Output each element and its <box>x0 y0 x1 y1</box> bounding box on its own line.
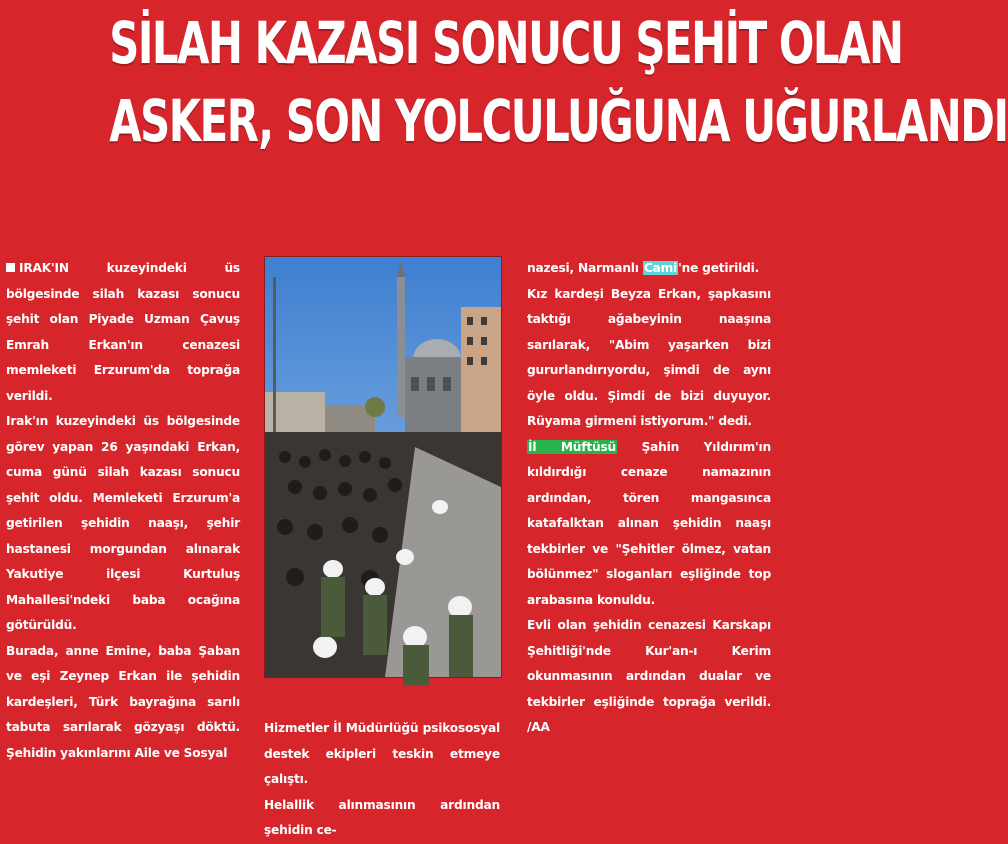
body-paragraph: İl Müftüsü Şahin Yıldırım'ın kıldırdığı cenaze namazının ardından, tören mangasınca katafalktan alınan şehidin naaşı tekbirler ve "Şehitler ölmez, vatan bölünmez" sloganları eşliğinde top arabasına konuldu. <box>527 439 771 607</box>
article-column-2 <box>264 716 500 844</box>
agency-signature: /AA <box>527 720 550 734</box>
body-paragraph: Burada, anne Emine, baba Şaban ve eşi Zeynep Erkan ile şehidin kardeşleri, Türk bayrağına sarılı tabuta sarılarak gözyaşı döktü. Şehidin yakınlarını Aile ve Sosyal <box>6 643 240 760</box>
funeral-photo <box>264 256 502 678</box>
highlighted-word: Cami <box>643 261 678 275</box>
headline-line-2: ASKER, SON YOLCULUĞUNA UĞURLANDI <box>109 87 1008 155</box>
square-bullet-icon <box>6 263 15 272</box>
body-paragraph: Evli olan şehidin cenazesi Karskapı Şehitliği'nde Kur'an-ı Kerim okunmasının ardından dualar ve tekbirler eşliğinde toprağa verildi. /AA <box>527 618 771 734</box>
body-paragraph: Helallik alınmasının ardından şehidin ce- <box>264 797 500 837</box>
article-column-3 <box>527 256 771 741</box>
body-paragraph: Kız kardeşi Beyza Erkan, şapkasını taktığı ağabeyinin naaşına sarılarak, "Abim yaşarken bizi gururlandırıyordu, şimdi de aynı öyle oldu. Şimdi de bizi duyuyor. Rüyama girmeni istiyorum." dedi. <box>527 286 771 428</box>
headline-line-1: SİLAH KAZASI SONUCU ŞEHİT OLAN <box>109 9 903 77</box>
headline <box>109 4 1008 160</box>
body-paragraph: nazesi, Narmanlı Cami'ne getirildi. <box>527 261 760 275</box>
highlighted-word: İl Müftüsü <box>528 439 617 454</box>
lead-paragraph: IRAK'IN kuzeyindeki üs bölgesinde silah kazası sonucu şehit olan Piyade Uzman Çavuş Emrah Erkan'ın cenazesi memleketi Erzurum'da toprağa verildi. <box>6 261 240 403</box>
body-paragraph: Hizmetler İl Müdürlüğü psikososyal destek ekipleri teskin etmeye çalıştı. <box>264 721 500 786</box>
article-column-1 <box>6 256 240 766</box>
body-paragraph: Irak'ın kuzeyindeki üs bölgesinde görev yapan 26 yaşındaki Erkan, cuma günü silah kazası sonucu şehit oldu. Memleketi Erzurum'a getirilen şehidin naaşı, şehir hastanesi morgundan alınarak Yakutiye ilçesi Kurtuluş Mahallesi'ndeki baba ocağına götürüldü. <box>6 414 240 632</box>
